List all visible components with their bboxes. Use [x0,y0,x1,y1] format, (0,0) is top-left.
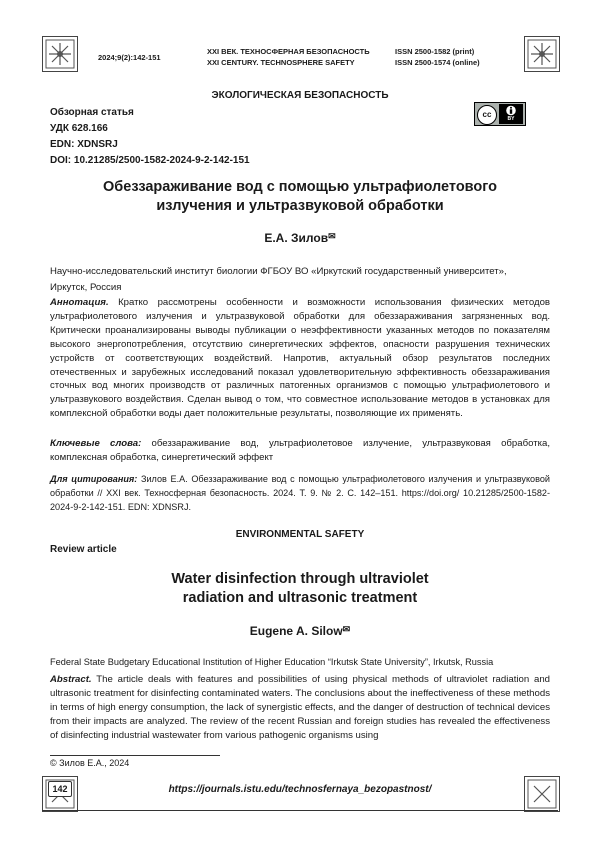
header-journal-en: XXI CENTURY. TECHNOSPHERE SAFETY [207,58,355,67]
abstract-ru-label: Аннотация. [50,297,109,308]
title-ru [0,178,600,216]
author-en-name: Eugene A. Silow [249,624,343,638]
header-journal-ru: XXI ВЕК. ТЕХНОСФЕРНАЯ БЕЗОПАСНОСТЬ [207,47,370,56]
page-number: 142 [48,781,72,797]
email-icon[interactable]: ✉ [342,624,351,634]
abstract-ru [50,296,550,421]
abstract-en-text: The article deals with features and possibilities of using physical methods of ultraviolet radiation and ultrasonic treatment for disinfecting contaminated waters. The conclusions about the ineffectiveness of these methods in terms of high energy consumption, the lack of synergistic effects, and the danger of destruction of technical devices from their impacts are analyzed. The review of the recent Russian and foreign studies has revealed the effectiveness of disinfecting industrial wastewater from various pathogenic organisms using [50,674,550,741]
title-en-line2: radiation and ultrasonic treatment [182,590,418,606]
journal-url[interactable]: https://journals.istu.edu/technosfernaya_bezopastnost/ [168,784,432,795]
abstract-en [50,673,550,743]
section-heading-en: ENVIRONMENTAL SAFETY [235,529,365,540]
article-type-en: Review article [50,544,117,555]
header-issn-print: ISSN 2500-1582 (print) [395,47,475,56]
footer-rule [42,810,558,811]
cc-icon: cc [477,105,497,125]
corner-ornament-top-right [524,36,560,72]
author-ru [0,231,600,245]
affiliation-ru-line2: Иркутск, Россия [50,282,122,293]
affiliation-en: Federal State Budgetary Educational Institution of Higher Education “Irkutsk State University”, Irkutsk, Russia [50,657,494,667]
header-issn-online: ISSN 2500-1574 (online) [395,58,480,67]
title-en-line1: Water disinfection through ultraviolet [171,571,429,587]
section-heading-ru: ЭКОЛОГИЧЕСКАЯ БЕЗОПАСНОСТЬ [211,90,389,101]
ornament-icon [43,37,77,71]
article-type: Обзорная статья [50,107,134,118]
email-icon[interactable]: ✉ [328,231,336,241]
person-icon [506,105,516,116]
copyright: © Зилов Е.А., 2024 [50,758,130,768]
abstract-en-label: Abstract. [50,674,92,685]
keywords-ru-label: Ключевые слова: [50,438,142,449]
title-en [0,570,600,608]
keywords-ru [50,437,550,465]
by-block [499,104,523,124]
doi: DOI: 10.21285/2500-1582-2024-9-2-142-151 [50,155,250,166]
udk: УДК 628.166 [50,123,108,134]
affiliation-ru [50,264,550,296]
citation-ru [50,473,550,515]
corner-ornament-top-left [42,36,78,72]
author-en [0,624,600,638]
ornament-icon [525,37,559,71]
abstract-ru-text: Кратко рассмотрены особенности и возможности использования физических методов ультрафиолетового излучения и ультразвуковой обработки для обеззараживания загрязненных вод. Критически проанализированы выводы публикации о неэффективности указанных методов по показателям высокого энергопотребления, отсутствию синергетических эффектов, опасности разрушения технических устройств от соответствующих воздействий. Напротив, актуальный обзор результатов последних отечественных и зарубежных исследований показал удовлетворительную эффективность обеззараживания сточных вод многих производств от различных патогенных организмов с помощью ультрафиолетового и ультразвукового воздействия. Сделан вывод о том, что совместное использование методов в установках для комплексной обработки воды дает положительные результаты, позволяющие их применять. [50,297,550,420]
header-volume: 2024;9(2):142-151 [98,53,161,62]
footnote-divider [50,755,220,756]
title-ru-line1: Обеззараживание вод с помощью ультрафиолетового [103,179,497,195]
article-meta [50,105,250,169]
affiliation-ru-line1: Научно-исследовательский институт биологии ФГБОУ ВО «Иркутский государственный университет», [50,266,507,277]
citation-ru-text: Зилов Е.А. Обеззараживание вод с помощью ультрафиолетового излучения и ультразвуковой обработки // XXI век. Техносферная безопасность. 2024. Т. 9. № 2. С. 142–151. https://doi.org/ 10.21285/2500-1582-2024-9-2-142-151. EDN: XDNSRJ. [50,474,550,512]
title-ru-line2: излучения и ультразвуковой обработки [156,198,444,214]
by-label: BY [507,116,515,122]
cc-by-license-badge[interactable] [474,102,526,126]
keywords-ru-text: обеззараживание вод, ультрафиолетовое излучение, ультразвуковая обработка, комплексная обработка, синергетический эффект [50,438,550,463]
citation-ru-label: Для цитирования: [50,474,138,484]
author-ru-name: Е.А. Зилов [264,231,329,245]
edn: EDN: XDNSRJ [50,139,118,150]
